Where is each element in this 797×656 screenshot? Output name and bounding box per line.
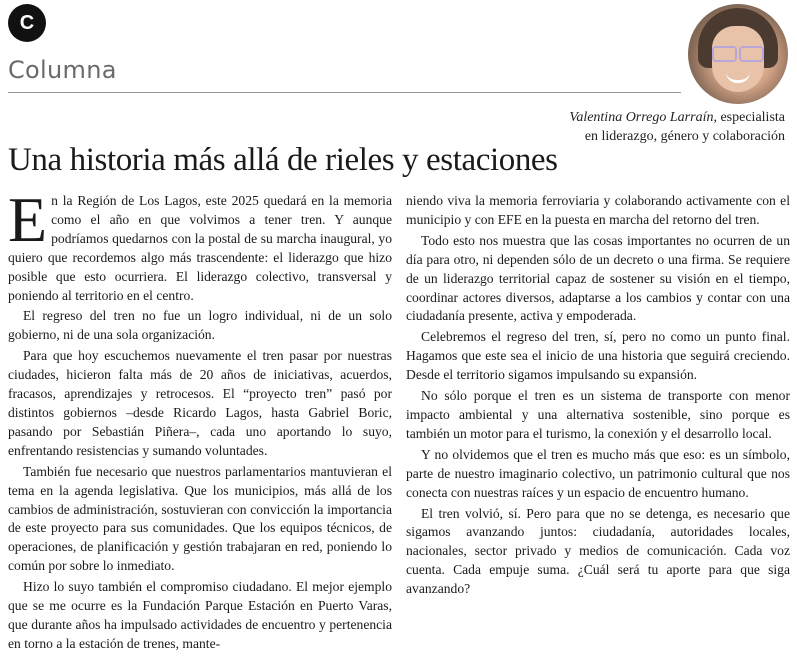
author-photo-glasses xyxy=(712,46,764,60)
divider xyxy=(8,92,681,93)
article-column-right xyxy=(406,192,790,601)
author-name: Valentina Orrego Larraín xyxy=(569,110,714,125)
paragraph: En la Región de Los Lagos, este 2025 quedará en la memoria como el año en que volvimos a tener tren. Y aunque podríamos quedarnos con la postal de su marcha inaugural, yo quiero que recordemos algo más trascendente: el liderazgo que hizo posible que esto ocurriera. El liderazgo colectivo, transversal y poniendo al territorio en el centro. xyxy=(8,184,392,303)
paragraph: También fue necesario que nuestros parlamentarios mantuvieran el tema en la agenda legislativa. Que los municipios, más allá de los cambios de administración, sostuvieran con convicción la importancia de este proyecto para sus comunidades. Que los equipos técnicos, de operaciones, de planificación y gestión trabajaran en red, poniendo lo común por sobre lo inmediato. xyxy=(8,463,392,574)
dropcap: E xyxy=(8,184,48,255)
paragraph: Todo esto nos muestra que las cosas importantes no ocurren de un día para otro, ni dependen sólo de un decreto o una firma. Se requiere de un liderazgo territorial capaz de sostener su visión en el tiempo, coordinar actores diversos, adaptarse a los cambios y contar con una ciudadanía presente, activa y empoderada. xyxy=(406,232,790,324)
paragraph: Y no olvidemos que el tren es mucho más que eso: es un símbolo, parte de nuestro imaginario colectivo, un patrimonio cultural que nos conecta con nuestras raíces y un espacio de encuentro humano. xyxy=(406,446,790,500)
article-title: Una historia más allá de rieles y estaciones xyxy=(8,142,558,178)
paragraph: Para que hoy escuchemos nuevamente el tren pasar por nuestras ciudades, hicieron falta más de 20 años de iniciativas, acuerdos, fracasos, aprendizajes y retrocesos. El “proyecto tren” pasó por distintos gobiernos –desde Ricardo Lagos, hasta Gabriel Boric, pasando por Sebastián Piñera–, cada uno aportando lo suyo, enfrentando resistencias y sumando voluntades. xyxy=(8,348,392,458)
paragraph: Celebremos el regreso del tren, sí, pero no como un punto final. Hagamos que este sea el inicio de una historia que seguirá creciendo. Desde el territorio sigamos impulsando su expansión. xyxy=(406,329,790,383)
paragraph: Hizo lo suyo también el compromiso ciudadano. El mejor ejemplo que se me ocurre es la Fundación Parque Estación en Puerto Varas, que durante años ha impulsado actividades de encuentro y pertenencia en torno a la estación de trenes, mante- xyxy=(8,579,392,651)
section-label: Columna xyxy=(8,56,117,84)
paragraph: niendo viva la memoria ferroviaria y colaborando activamente con el municipio y con EFE en la puesta en marcha del retorno del tren. xyxy=(406,193,790,227)
paragraph: No sólo porque el tren es un sistema de transporte con menor impacto ambiental y una alternativa sostenible, sino porque es también un motor para el turismo, la conexión y el desarrollo local. xyxy=(406,388,790,441)
article-column-left xyxy=(8,184,392,656)
section-badge: C xyxy=(8,4,46,42)
author-photo xyxy=(688,4,788,104)
paragraph: El tren volvió, sí. Pero para que no se detenga, es necesario que sigamos avanzando juntos: ciudadanía, autoridades locales, nacionales, sector privado y medios de comunicación. Cada voz cuenta. Cada empuje suma. ¿Cuál será tu aporte para que siga avanzando? xyxy=(406,505,790,597)
author-role-2: en liderazgo, género y colaboración xyxy=(584,129,785,144)
author-role-1: , especialista xyxy=(713,110,785,125)
paragraph: El regreso del tren no fue un logro individual, ni de un solo gobierno, ni de una sola organización. xyxy=(8,308,392,343)
